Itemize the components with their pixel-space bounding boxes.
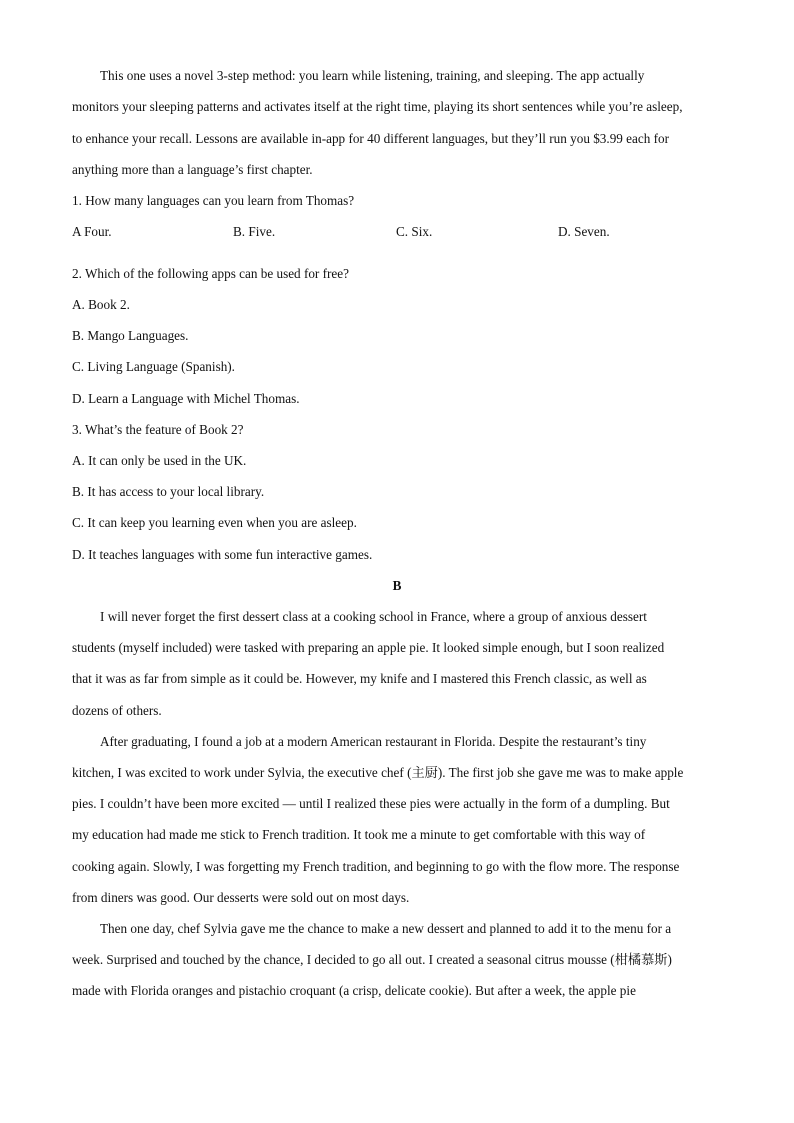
question-3-stem: 3. What’s the feature of Book 2? xyxy=(72,422,244,437)
question-3-option-a: A. It can only be used in the UK. xyxy=(72,453,247,468)
section-b-line: dozens of others. xyxy=(72,703,162,718)
passage-a-line: This one uses a novel 3-step method: you learn while listening, training, and sleeping. The app actually xyxy=(100,68,645,83)
passage-a-line: anything more than a language’s first chapter. xyxy=(72,162,313,177)
section-b-line: from diners was good. Our desserts were sold out on most days. xyxy=(72,890,410,905)
question-1-stem: 1. How many languages can you learn from Thomas? xyxy=(72,193,355,208)
section-b-line: I will never forget the first dessert class at a cooking school in France, where a group of anxious dessert xyxy=(100,609,647,624)
section-b-heading: B xyxy=(392,578,402,593)
section-b-line: kitchen, I was excited to work under Sylvia, the executive chef (主厨). The first job she gave me was to make apple xyxy=(72,765,684,780)
question-3-option-d: D. It teaches languages with some fun interactive games. xyxy=(72,547,373,562)
question-2-option-c: C. Living Language (Spanish). xyxy=(72,359,235,374)
section-b-line: pies. I couldn’t have been more excited — until I realized these pies were actually in the form of a dumpling. But xyxy=(72,796,670,811)
passage-a-line: monitors your sleeping patterns and activates itself at the right time, playing its short sentences while you’re asleep, xyxy=(72,99,683,114)
question-2-stem: 2. Which of the following apps can be used for free? xyxy=(72,266,349,281)
question-3-option-b: B. It has access to your local library. xyxy=(72,484,265,499)
section-b-line: students (myself included) were tasked with preparing an apple pie. It looked simple enough, but I soon realized xyxy=(72,640,665,655)
question-2-option-b: B. Mango Languages. xyxy=(72,328,189,343)
passage-a-line: to enhance your recall. Lessons are available in-app for 40 different languages, but they’ll run you $3.99 each for xyxy=(72,131,670,146)
question-1-option-b: B. Five. xyxy=(233,224,276,239)
question-2-option-d: D. Learn a Language with Michel Thomas. xyxy=(72,391,300,406)
question-1-option-a: A Four. xyxy=(72,224,112,239)
question-3-option-c: C. It can keep you learning even when you are asleep. xyxy=(72,515,357,530)
section-b-line: cooking again. Slowly, I was forgetting my French tradition, and beginning to go with the flow more. The response xyxy=(72,859,680,874)
section-b-line: my education had made me stick to French tradition. It took me a minute to get comfortable with this way of xyxy=(72,827,646,842)
section-b-line: week. Surprised and touched by the chance, I decided to go all out. I created a seasonal citrus mousse (柑橘慕斯) xyxy=(72,952,672,967)
section-b-line: made with Florida oranges and pistachio croquant (a crisp, delicate cookie). But after a week, the apple pie xyxy=(72,983,636,998)
question-1-option-d: D. Seven. xyxy=(558,224,610,239)
section-b-line: that it was as far from simple as it could be. However, my knife and I mastered this French classic, as well as xyxy=(72,671,647,686)
question-2-option-a: A. Book 2. xyxy=(72,297,130,312)
section-b-line: After graduating, I found a job at a modern American restaurant in Florida. Despite the restaurant’s tiny xyxy=(100,734,647,749)
question-1-option-c: C. Six. xyxy=(396,224,433,239)
section-b-line: Then one day, chef Sylvia gave me the chance to make a new dessert and planned to add it to the menu for a xyxy=(100,921,672,936)
